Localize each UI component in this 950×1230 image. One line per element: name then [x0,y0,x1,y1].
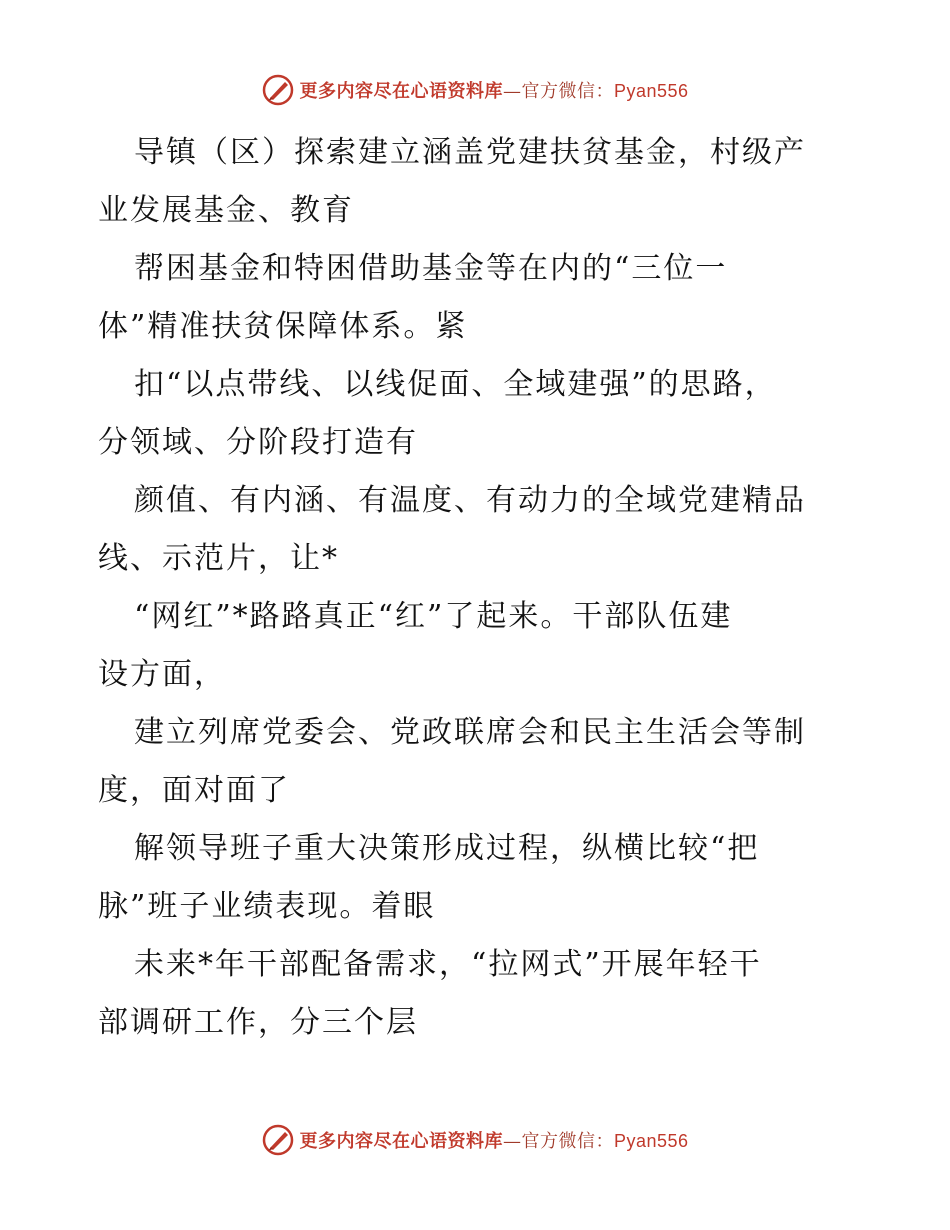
header-wechat-id: Pyan556 [613,81,689,101]
header-banner [0,70,950,110]
header-brand: 更多内容尽在心语资料库 [299,81,503,102]
body-line: 导镇（区）探索建立涵盖党建扶贫基金，村级产 [134,135,806,170]
quill-pen-logo-icon [261,1123,295,1157]
body-line: 扣“以点带线、以线促面、全域建强”的思路， [134,367,777,402]
body-line: 脉”班子业绩表现。着眼 [98,889,436,924]
body-line: 未来*年干部配备需求，“拉网式”开展年轻干 [134,947,762,982]
body-line: 颜值、有内涵、有温度、有动力的全域党建精品 [134,483,806,518]
footer-text [299,1127,688,1153]
footer-wechat-label: 官方微信： [521,1131,614,1152]
body-line: 部调研工作，分三个层 [98,1005,418,1040]
body-line: 设方面， [98,657,226,692]
body-line: 业发展基金、教育 [98,193,354,228]
body-line: 体”精准扶贫保障体系。紧 [98,309,468,344]
body-line: 解领导班子重大决策形成过程，纵横比较“把 [134,831,760,866]
body-line: 帮困基金和特困借助基金等在内的“三位一 [134,251,728,286]
body-line: 建立列席党委会、党政联席会和民主生活会等制 [134,715,806,750]
header-wechat-label: 官方微信： [521,81,614,102]
quill-pen-logo-icon [261,73,295,107]
footer-wechat-id: Pyan556 [613,1131,689,1151]
body-line: 度，面对面了 [98,773,290,808]
header-text [299,77,688,103]
footer-dash: — [502,1131,522,1152]
footer-brand: 更多内容尽在心语资料库 [299,1131,503,1152]
body-line: 分领域、分阶段打造有 [98,425,418,460]
document-body [98,124,858,1052]
body-line: “网红”*路路真正“红”了起来。干部队伍建 [134,599,733,634]
body-line: 线、示范片，让* [98,541,339,576]
footer-banner [0,1120,950,1160]
header-dash: — [502,81,522,102]
